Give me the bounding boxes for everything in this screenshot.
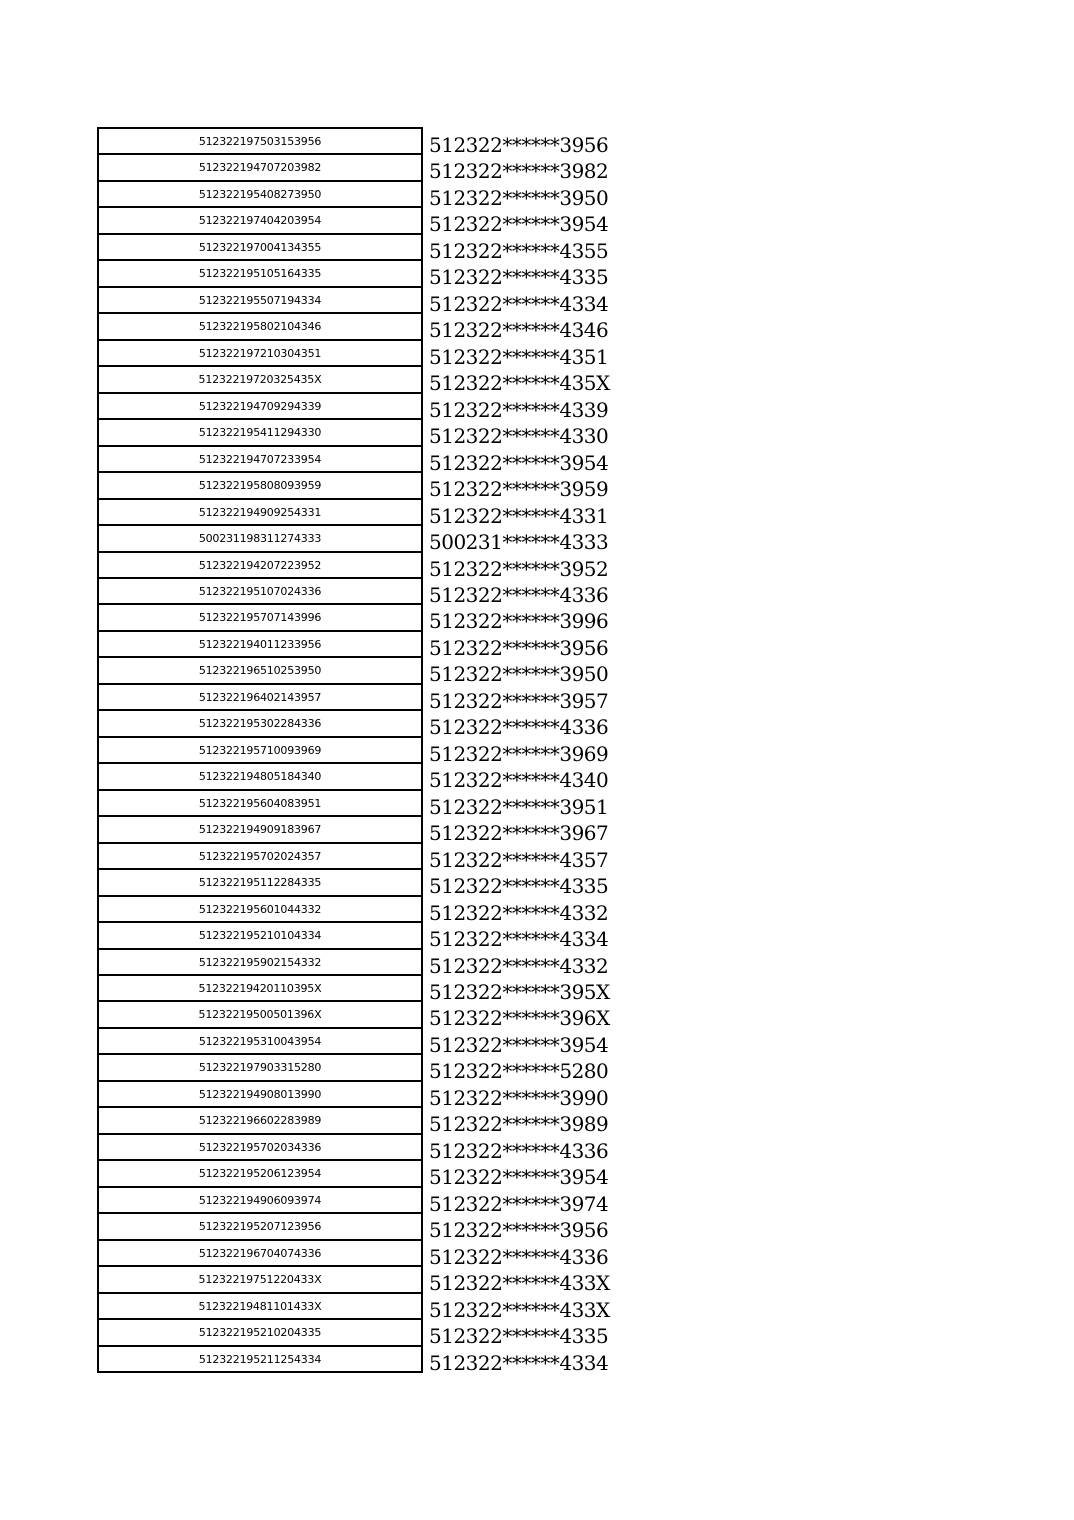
masked-id-cell[interactable]: 512322******3950 [429, 185, 609, 210]
id-number-cell[interactable]: 512322196602283989 [97, 1108, 423, 1134]
id-number-cell[interactable]: 512322195507194334 [97, 288, 423, 314]
table-row [97, 738, 657, 764]
id-number-cell[interactable]: 512322196704074336 [97, 1241, 423, 1267]
id-number-cell[interactable]: 51232219500501396X [97, 1002, 423, 1028]
table-row [97, 235, 657, 261]
masked-id-cell[interactable]: 512322******4332 [429, 953, 609, 978]
id-number-cell[interactable]: 512322195210204335 [97, 1320, 423, 1346]
table-row [97, 685, 657, 711]
id-number-cell[interactable]: 512322195107024336 [97, 579, 423, 605]
id-number-cell[interactable]: 512322195206123954 [97, 1161, 423, 1187]
table-row [97, 1241, 657, 1267]
table-row [97, 1188, 657, 1214]
table-row [97, 1294, 657, 1320]
id-number-cell[interactable]: 512322195105164335 [97, 261, 423, 287]
id-number-cell[interactable]: 51232219481101433X [97, 1294, 423, 1320]
masked-id-cell[interactable]: 512322******4334 [429, 927, 609, 952]
table-row [97, 129, 657, 155]
table-row [97, 1055, 657, 1084]
table-row [97, 420, 657, 449]
id-number-cell[interactable]: 512322195112284335 [97, 870, 423, 896]
id-number-cell[interactable]: 512322195808093959 [97, 473, 423, 499]
masked-id-cell[interactable]: 512322******395X [429, 980, 610, 1004]
id-number-cell[interactable]: 512322195601044332 [97, 897, 423, 923]
id-number-cell[interactable]: 512322194906093974 [97, 1188, 423, 1214]
table-row [97, 579, 657, 605]
masked-id-cell[interactable]: 512322******4355 [429, 238, 609, 263]
masked-id-cell[interactable]: 512322******4336 [429, 582, 609, 607]
table-row [97, 658, 657, 687]
id-number-cell[interactable]: 512322195411294330 [97, 420, 423, 446]
masked-id-cell[interactable]: 512322******433X [429, 1271, 610, 1296]
id-number-cell[interactable]: 512322194011233956 [97, 632, 423, 658]
table-row [97, 314, 657, 343]
masked-id-cell[interactable]: 512322******4334 [429, 291, 609, 316]
id-number-cell[interactable]: 512322195604083951 [97, 791, 423, 817]
masked-id-cell[interactable]: 512322******3954 [429, 450, 609, 475]
id-number-cell[interactable]: 512322194805184340 [97, 764, 423, 790]
masked-id-cell[interactable]: 512322******4346 [429, 318, 609, 343]
masked-id-cell[interactable]: 512322******5280 [429, 1059, 609, 1084]
table-row [97, 950, 657, 976]
table-row [97, 791, 657, 817]
id-number-cell[interactable]: 512322194909183967 [97, 817, 423, 843]
table-row [97, 553, 657, 579]
table-row [97, 1161, 657, 1190]
masked-id-cell[interactable]: 512322******3956 [429, 1218, 609, 1243]
id-number-cell[interactable]: 51232219720325435X [97, 367, 423, 393]
id-number-cell[interactable]: 512322195702034336 [97, 1135, 423, 1161]
masked-id-cell[interactable]: 512322******3954 [429, 212, 609, 237]
table-row [97, 367, 657, 396]
masked-id-cell[interactable]: 512322******3989 [429, 1112, 609, 1137]
table-row [97, 976, 657, 1002]
masked-id-cell[interactable]: 500231******4333 [429, 530, 609, 555]
table-row [97, 1267, 657, 1296]
id-number-cell[interactable]: 512322194908013990 [97, 1082, 423, 1108]
table-row [97, 288, 657, 314]
masked-id-cell[interactable]: 512322******3990 [429, 1085, 609, 1110]
masked-id-cell[interactable]: 512322******4351 [429, 344, 609, 369]
id-number-cell[interactable]: 512322196510253950 [97, 658, 423, 684]
table-row [97, 473, 657, 502]
table-row [97, 1320, 657, 1349]
table-row [97, 500, 657, 526]
masked-id-cell[interactable]: 512322******3954 [429, 1165, 609, 1190]
id-number-cell[interactable]: 512322195302284336 [97, 711, 423, 737]
masked-id-cell[interactable]: 512322******4336 [429, 715, 609, 740]
masked-id-cell[interactable]: 512322******3967 [429, 821, 609, 846]
table-row [97, 1214, 657, 1243]
masked-id-cell[interactable]: 512322******4332 [429, 900, 609, 925]
masked-id-cell[interactable]: 512322******3950 [429, 662, 609, 687]
masked-id-cell[interactable]: 512322******3996 [429, 609, 609, 634]
id-number-cell[interactable]: 500231198311274333 [97, 526, 423, 552]
masked-id-cell[interactable]: 512322******3954 [429, 1032, 609, 1057]
masked-id-cell[interactable]: 512322******396X [429, 1006, 610, 1031]
masked-id-cell[interactable]: 512322******4335 [429, 1324, 609, 1349]
masked-id-cell[interactable]: 512322******433X [429, 1297, 610, 1322]
masked-id-cell[interactable]: 512322******3982 [429, 159, 609, 184]
id-number-cell[interactable]: 512322197503153956 [97, 127, 423, 155]
table-row [97, 208, 657, 237]
masked-id-cell[interactable]: 512322******4331 [429, 503, 609, 528]
masked-id-cell[interactable]: 512322******3951 [429, 794, 609, 819]
table-row [97, 711, 657, 740]
id-number-cell[interactable]: 512322197404203954 [97, 208, 423, 234]
id-number-cell[interactable]: 512322195802104346 [97, 314, 423, 340]
masked-id-cell[interactable]: 512322******4335 [429, 874, 609, 899]
id-number-cell[interactable]: 512322195702024357 [97, 844, 423, 870]
masked-id-cell[interactable]: 512322******3952 [429, 556, 609, 581]
masked-id-cell[interactable]: 512322******3956 [429, 133, 609, 157]
id-number-cell[interactable]: 512322195710093969 [97, 738, 423, 764]
table-row [97, 1135, 657, 1161]
id-number-cell[interactable]: 512322196402143957 [97, 685, 423, 711]
masked-id-cell[interactable]: 512322******3969 [429, 741, 609, 766]
masked-id-cell[interactable]: 512322******4339 [429, 397, 609, 422]
table-row [97, 897, 657, 923]
masked-id-cell[interactable]: 512322******4357 [429, 847, 609, 872]
id-number-cell[interactable]: 512322194707233954 [97, 447, 423, 473]
masked-id-cell[interactable]: 512322******3974 [429, 1191, 609, 1216]
masked-id-cell[interactable]: 512322******3959 [429, 477, 609, 502]
id-number-cell[interactable]: 512322194207223952 [97, 553, 423, 579]
masked-id-cell[interactable]: 512322******4335 [429, 265, 609, 290]
id-number-cell[interactable]: 512322195310043954 [97, 1029, 423, 1055]
id-number-cell[interactable]: 512322194709294339 [97, 394, 423, 420]
id-number-cell[interactable]: 512322197210304351 [97, 341, 423, 367]
id-number-cell[interactable]: 512322195707143996 [97, 605, 423, 631]
masked-id-cell[interactable]: 512322******4340 [429, 768, 609, 793]
id-number-cell[interactable]: 512322195210104334 [97, 923, 423, 949]
table-row [97, 817, 657, 846]
table-row [97, 1082, 657, 1108]
table-row [97, 870, 657, 899]
id-number-cell[interactable]: 512322195902154332 [97, 950, 423, 976]
id-number-cell[interactable]: 51232219420110395X [97, 976, 423, 1002]
masked-id-cell[interactable]: 512322******4330 [429, 424, 609, 449]
table-row [97, 526, 657, 555]
table-row [97, 764, 657, 793]
masked-id-cell[interactable]: 512322******3957 [429, 688, 609, 713]
id-number-cell[interactable]: 512322197004134355 [97, 235, 423, 261]
table-row [97, 1029, 657, 1055]
masked-id-cell[interactable]: 512322******435X [429, 371, 610, 396]
table-row [97, 447, 657, 473]
masked-id-cell[interactable]: 512322******4336 [429, 1138, 609, 1163]
id-number-cell[interactable]: 512322194909254331 [97, 500, 423, 526]
table-row [97, 632, 657, 658]
table-row [97, 1108, 657, 1137]
table-row [97, 261, 657, 290]
table-row [97, 605, 657, 634]
id-number-cell[interactable]: 512322195207123956 [97, 1214, 423, 1240]
table-row [97, 1347, 657, 1373]
id-number-cell[interactable]: 51232219751220433X [97, 1267, 423, 1293]
masked-id-cell[interactable]: 512322******4336 [429, 1244, 609, 1269]
table-row [97, 844, 657, 870]
id-number-cell[interactable]: 512322195211254334 [97, 1347, 423, 1373]
table-row [97, 182, 657, 208]
table-row [97, 341, 657, 367]
spreadsheet-table [97, 129, 657, 1373]
table-row [97, 394, 657, 420]
id-number-cell[interactable]: 512322195408273950 [97, 182, 423, 208]
masked-id-cell[interactable]: 512322******4334 [429, 1350, 609, 1375]
table-row [97, 923, 657, 952]
table-row [97, 155, 657, 184]
id-number-cell[interactable]: 512322194707203982 [97, 155, 423, 181]
id-number-cell[interactable]: 512322197903315280 [97, 1055, 423, 1081]
masked-id-cell[interactable]: 512322******3956 [429, 635, 609, 660]
table-row [97, 1002, 657, 1031]
